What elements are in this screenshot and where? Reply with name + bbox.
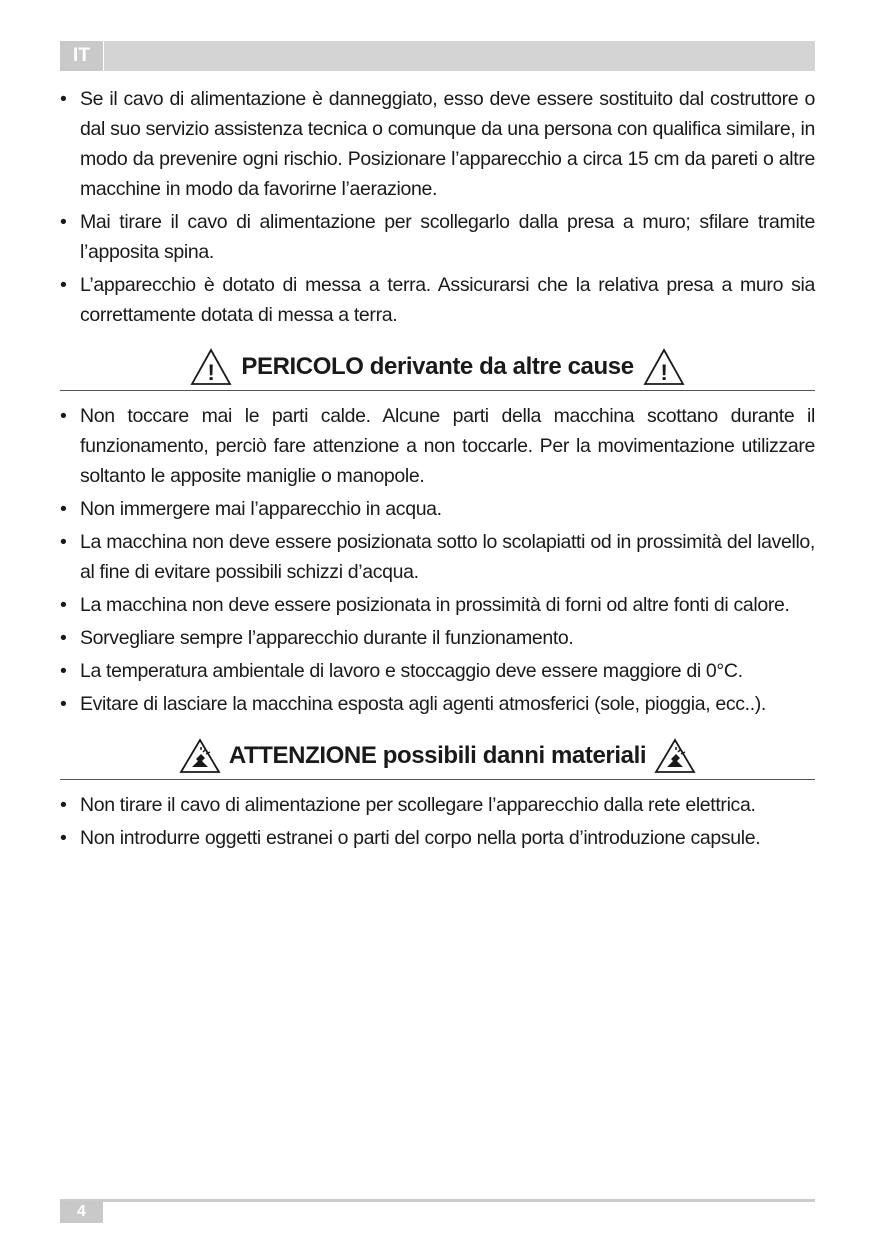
section2-list xyxy=(60,401,815,719)
page-number: 4 xyxy=(60,1201,103,1223)
list-item: • L’apparecchio è dotato di messa a terra. Assicurarsi che la relativa presa a muro sia correttamente dotata di messa a terra. xyxy=(60,270,815,330)
section3-list xyxy=(60,790,815,853)
list-item: • La temperatura ambientale di lavoro e stoccaggio deve essere maggiore di 0°C. xyxy=(60,656,815,686)
caution-damage-icon xyxy=(179,738,221,774)
danger-heading-text: PERICOLO derivante da altre cause xyxy=(241,353,634,380)
list-item: • La macchina non deve essere posizionata sotto lo scolapiatti od in prossimità del lavello, al fine di evitare possibili schizzi d’acqua. xyxy=(60,527,815,587)
list-item: • Evitare di lasciare la macchina esposta agli agenti atmosferici (sole, pioggia, ecc..). xyxy=(60,689,815,719)
list-item: • Sorvegliare sempre l’apparecchio durante il funzionamento. xyxy=(60,623,815,653)
warning-triangle-icon xyxy=(642,347,686,387)
section1-list xyxy=(60,84,815,330)
list-item: • Se il cavo di alimentazione è danneggiato, esso deve essere sostituito dal costruttore o dal suo servizio assistenza tecnica o comunque da una persona con qualifica similare, in modo da prevenire ogni rischio. Posizionare l’apparecchio a circa 15 cm da pareti o altre macchine in modo da favorirne l’aerazione. xyxy=(60,84,815,204)
caution-heading xyxy=(60,733,815,780)
list-item: • Mai tirare il cavo di alimentazione per scollegarlo dalla presa a muro; sfilare tramite l’apposita spina. xyxy=(60,207,815,267)
language-tag: IT xyxy=(60,41,104,71)
list-item: • Non immergere mai l’apparecchio in acqua. xyxy=(60,494,815,524)
warning-triangle-icon xyxy=(189,347,233,387)
list-item: • Non toccare mai le parti calde. Alcune parti della macchina scottano durante il funzionamento, perciò fare attenzione a non toccarle. Per la movimentazione utilizzare soltanto le apposite maniglie o manopole. xyxy=(60,401,815,491)
caution-heading-text: ATTENZIONE possibili danni materiali xyxy=(228,742,647,769)
list-item: • Non tirare il cavo di alimentazione per scollegare l’apparecchio dalla rete elettrica. xyxy=(60,790,815,820)
list-item: • Non introdurre oggetti estranei o parti del corpo nella porta d’introduzione capsule. xyxy=(60,823,815,853)
page-content xyxy=(60,84,815,856)
danger-heading xyxy=(60,344,815,391)
caution-damage-icon xyxy=(654,738,696,774)
footer-rule xyxy=(60,1199,815,1202)
list-item: • La macchina non deve essere posizionata in prossimità di forni od altre fonti di calore. xyxy=(60,590,815,620)
svg-text:!: ! xyxy=(660,360,668,385)
header-bar xyxy=(60,41,815,71)
svg-text:!: ! xyxy=(207,360,215,385)
